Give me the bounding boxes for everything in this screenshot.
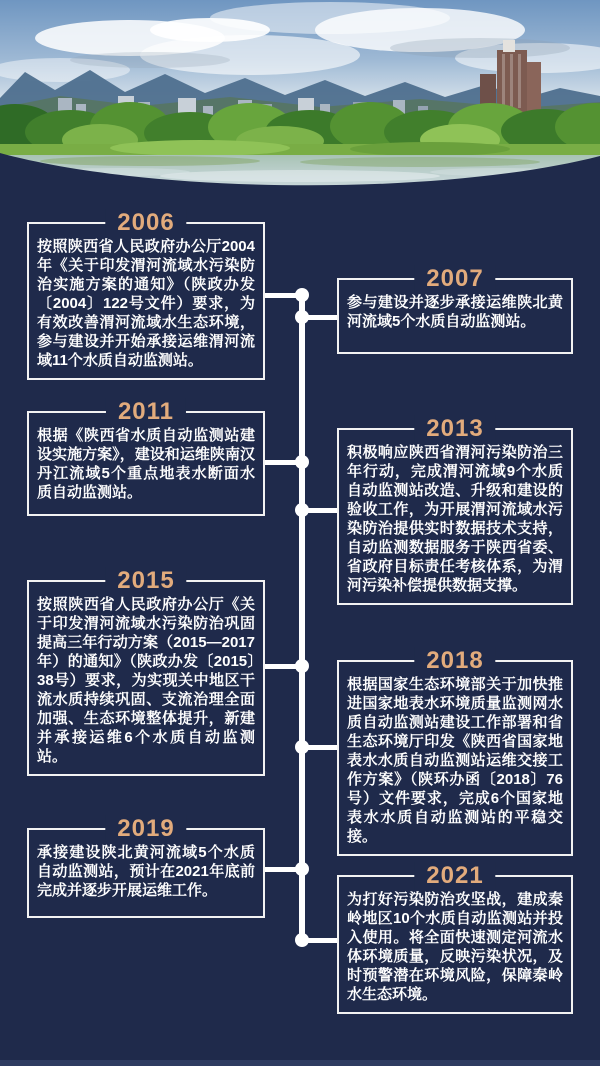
- footer-strip: [0, 1060, 600, 1066]
- year-label: 2021: [414, 862, 495, 890]
- entry-text: 根据《陕西省水质自动监测站建设实施方案》，建设和运维陕南汉丹江流域5个重点地表水断面水质自动监测站。: [37, 427, 255, 501]
- year-label: 2007: [414, 265, 495, 293]
- entry-text: 按照陕西省人民政府办公厅2004年《关于印发渭河流域水污染防治实施方案的通知》（陕政办发〔2004〕122号文件）要求，为有效改善渭河流域水生态环境，参与建设并开始承接运维渭河流域11个水质自动监测站。: [37, 238, 255, 369]
- year-label: 2018: [414, 647, 495, 675]
- connector-2006: [264, 293, 304, 298]
- connector-2018: [302, 745, 339, 750]
- timeline-line: [299, 295, 305, 941]
- entry-text: 根据国家生态环境部关于加快推进国家地表水环境质量监测网水质自动监测站建设工作部署和省生态环境厅印发《陕西省国家地表水水质自动监测站运维交接工作方案》（陕环办函〔2018〕76号）文件要求，完成6个国家地表水水质自动监测站的平稳交接。: [347, 676, 563, 845]
- timeline-entry-2021: [337, 862, 573, 1014]
- timeline-entry-2007: [337, 265, 573, 354]
- connector-2021: [302, 938, 339, 943]
- timeline-entry-2018: [337, 647, 573, 856]
- year-label: 2015: [105, 567, 186, 595]
- connector-2019: [264, 867, 304, 872]
- year-label: 2013: [414, 415, 495, 443]
- entry-text: 为打好污染防治攻坚战，建成秦岭地区10个水质自动监测站并投入使用。将全面快速测定河流水体环境质量，反映污染状况，及时预警潜在环境风险，保障秦岭水生态环境。: [347, 891, 563, 1003]
- timeline-entry-2006: [27, 209, 265, 380]
- connector-2007: [302, 315, 339, 320]
- year-label: 2006: [105, 209, 186, 237]
- timeline-entry-2013: [337, 415, 573, 605]
- entry-text: 承接建设陕北黄河流域5个水质自动监测站，预计在2021年底前完成并逐步开展运维工作。: [37, 844, 255, 899]
- hero-photo-art: [0, 0, 600, 200]
- timeline-entry-2019: [27, 815, 265, 918]
- connector-2013: [302, 508, 339, 513]
- timeline-entry-2015: [27, 567, 265, 776]
- hero-photo: [0, 0, 600, 200]
- entry-text: 按照陕西省人民政府办公厅《关于印发渭河流域水污染防治巩固提高三年行动方案（2015—2017年）的通知》（陕政办发〔2015〕38号）要求，为实现关中地区干流水质持续巩固、支流治理全面加强、生态环境整体提升，新建并承接运维6个水质自动监测站。: [37, 596, 255, 765]
- year-label: 2019: [105, 815, 186, 843]
- entry-text: 参与建设并逐步承接运维陕北黄河流域5个水质自动监测站。: [347, 294, 563, 330]
- connector-2011: [264, 460, 304, 465]
- year-label: 2011: [106, 398, 186, 426]
- connector-2015: [264, 664, 304, 669]
- entry-text: 积极响应陕西省渭河污染防治三年行动，完成渭河流域9个水质自动监测站改造、升级和建设的验收工作，为开展渭河流域水污染防治提供实时数据技术支持，自动监测数据服务于陕西省委、省政府目标责任考核体系，为渭河污染补偿提供数据支撑。: [347, 444, 563, 594]
- timeline-entry-2011: [27, 398, 265, 516]
